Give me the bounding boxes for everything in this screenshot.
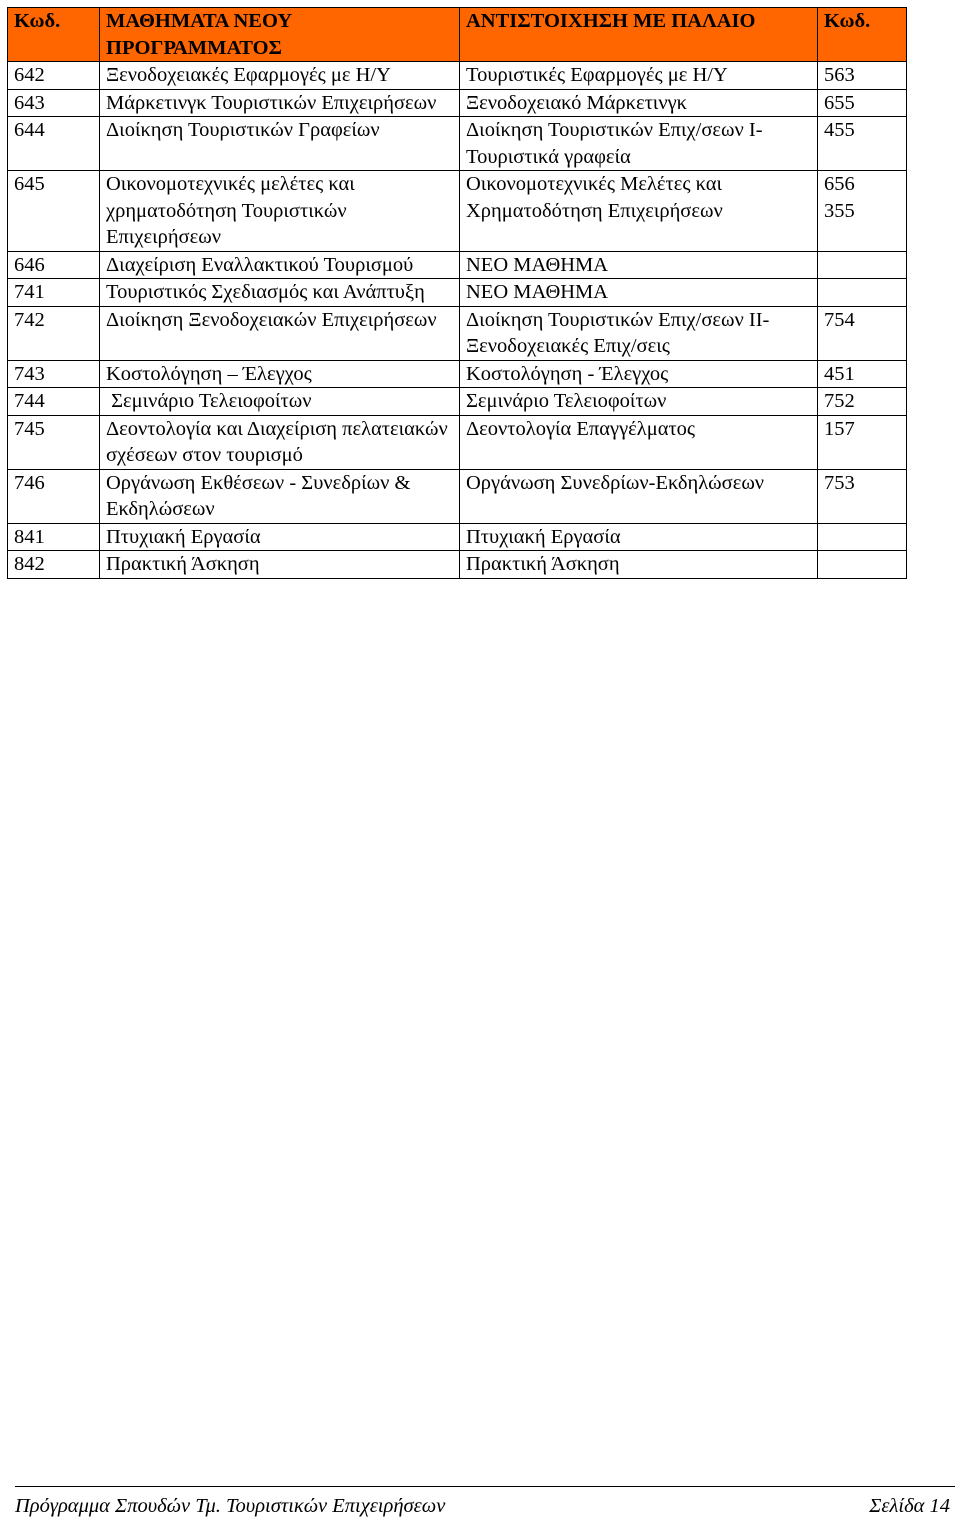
course-code: 644 <box>8 117 100 171</box>
table-row <box>8 388 907 416</box>
table-row <box>8 415 907 469</box>
course-code: 745 <box>8 415 100 469</box>
old-course: Διοίκηση Τουριστικών Επιχ/σεων ΙΙ-Ξενοδοχειακές Επιχ/σεις <box>460 306 818 360</box>
old-code: 656 355 <box>818 171 907 252</box>
old-course: Διοίκηση Τουριστικών Επιχ/σεων Ι- Τουριστικά γραφεία <box>460 117 818 171</box>
old-course: Σεμινάριο Τελειοφοίτων <box>460 388 818 416</box>
table-row <box>8 62 907 90</box>
course-code: 741 <box>8 279 100 307</box>
old-code <box>818 523 907 551</box>
old-code <box>818 279 907 307</box>
old-code <box>818 551 907 579</box>
old-code: 753 <box>818 469 907 523</box>
footer-program-title: Πρόγραμμα Σπουδών Τμ. Τουριστικών Επιχειρήσεων <box>15 1495 446 1517</box>
new-course: Διαχείριση Εναλλακτικού Τουρισμού <box>100 251 460 279</box>
old-course: Δεοντολογία Επαγγέλματος <box>460 415 818 469</box>
new-course: Διοίκηση Τουριστικών Γραφείων <box>100 117 460 171</box>
old-course: Οργάνωση Συνεδρίων-Εκδηλώσεων <box>460 469 818 523</box>
header-mapping: ΑΝΤΙΣΤΟΙΧΗΣΗ ΜΕ ΠΑΛΑΙΟ <box>460 8 818 62</box>
new-course: Τουριστικός Σχεδιασμός και Ανάπτυξη <box>100 279 460 307</box>
table-row <box>8 279 907 307</box>
new-course: Κοστολόγηση – Έλεγχος <box>100 360 460 388</box>
course-code: 642 <box>8 62 100 90</box>
table-row <box>8 171 907 252</box>
old-code: 451 <box>818 360 907 388</box>
new-course: Οικονομοτεχνικές μελέτες και χρηματοδότηση Τουριστικών Επιχειρήσεων <box>100 171 460 252</box>
new-course: Πτυχιακή Εργασία <box>100 523 460 551</box>
new-course: Ξενοδοχειακές Εφαρμογές με Η/Υ <box>100 62 460 90</box>
course-code: 742 <box>8 306 100 360</box>
old-code: 455 <box>818 117 907 171</box>
table-row <box>8 469 907 523</box>
table-header-row <box>8 8 907 62</box>
new-course: Οργάνωση Εκθέσεων - Συνεδρίων & Εκδηλώσεων <box>100 469 460 523</box>
course-code: 842 <box>8 551 100 579</box>
old-course: Κοστολόγηση - Έλεγχος <box>460 360 818 388</box>
course-code: 841 <box>8 523 100 551</box>
table-row <box>8 551 907 579</box>
course-code: 646 <box>8 251 100 279</box>
old-code: 563 <box>818 62 907 90</box>
table-row <box>8 360 907 388</box>
new-course: Διοίκηση Ξενοδοχειακών Επιχειρήσεων <box>100 306 460 360</box>
page-footer <box>15 1486 955 1517</box>
old-course: ΝΕΟ ΜΑΘΗΜΑ <box>460 279 818 307</box>
old-course: ΝΕΟ ΜΑΘΗΜΑ <box>460 251 818 279</box>
new-course: Πρακτική Άσκηση <box>100 551 460 579</box>
new-course: Μάρκετινγκ Τουριστικών Επιχειρήσεων <box>100 89 460 117</box>
course-code: 744 <box>8 388 100 416</box>
header-old-code: Κωδ. <box>818 8 907 62</box>
new-course: Δεοντολογία και Διαχείριση πελατειακών σχέσεων στον τουρισμό <box>100 415 460 469</box>
new-course: Σεμινάριο Τελειοφοίτων <box>100 388 460 416</box>
course-code: 746 <box>8 469 100 523</box>
course-mapping-table <box>7 7 907 579</box>
old-course: Οικονομοτεχνικές Μελέτες και Χρηματοδότηση Επιχειρήσεων <box>460 171 818 252</box>
table-row <box>8 523 907 551</box>
table-row <box>8 89 907 117</box>
footer-page-number: Σελίδα 14 <box>869 1495 950 1517</box>
old-course: Πρακτική Άσκηση <box>460 551 818 579</box>
old-code <box>818 251 907 279</box>
course-code: 643 <box>8 89 100 117</box>
table-row <box>8 306 907 360</box>
old-code: 754 <box>818 306 907 360</box>
header-code: Κωδ. <box>8 8 100 62</box>
old-code: 157 <box>818 415 907 469</box>
old-code: 752 <box>818 388 907 416</box>
table-row <box>8 251 907 279</box>
course-code: 743 <box>8 360 100 388</box>
old-course: Τουριστικές Εφαρμογές με Η/Υ <box>460 62 818 90</box>
old-course: Πτυχιακή Εργασία <box>460 523 818 551</box>
old-course: Ξενοδοχειακό Μάρκετινγκ <box>460 89 818 117</box>
course-code: 645 <box>8 171 100 252</box>
old-code: 655 <box>818 89 907 117</box>
header-new-program: ΜΑΘΗΜΑΤΑ ΝΕΟΥ ΠΡΟΓΡΑΜΜΑΤΟΣ <box>100 8 460 62</box>
table-row <box>8 117 907 171</box>
